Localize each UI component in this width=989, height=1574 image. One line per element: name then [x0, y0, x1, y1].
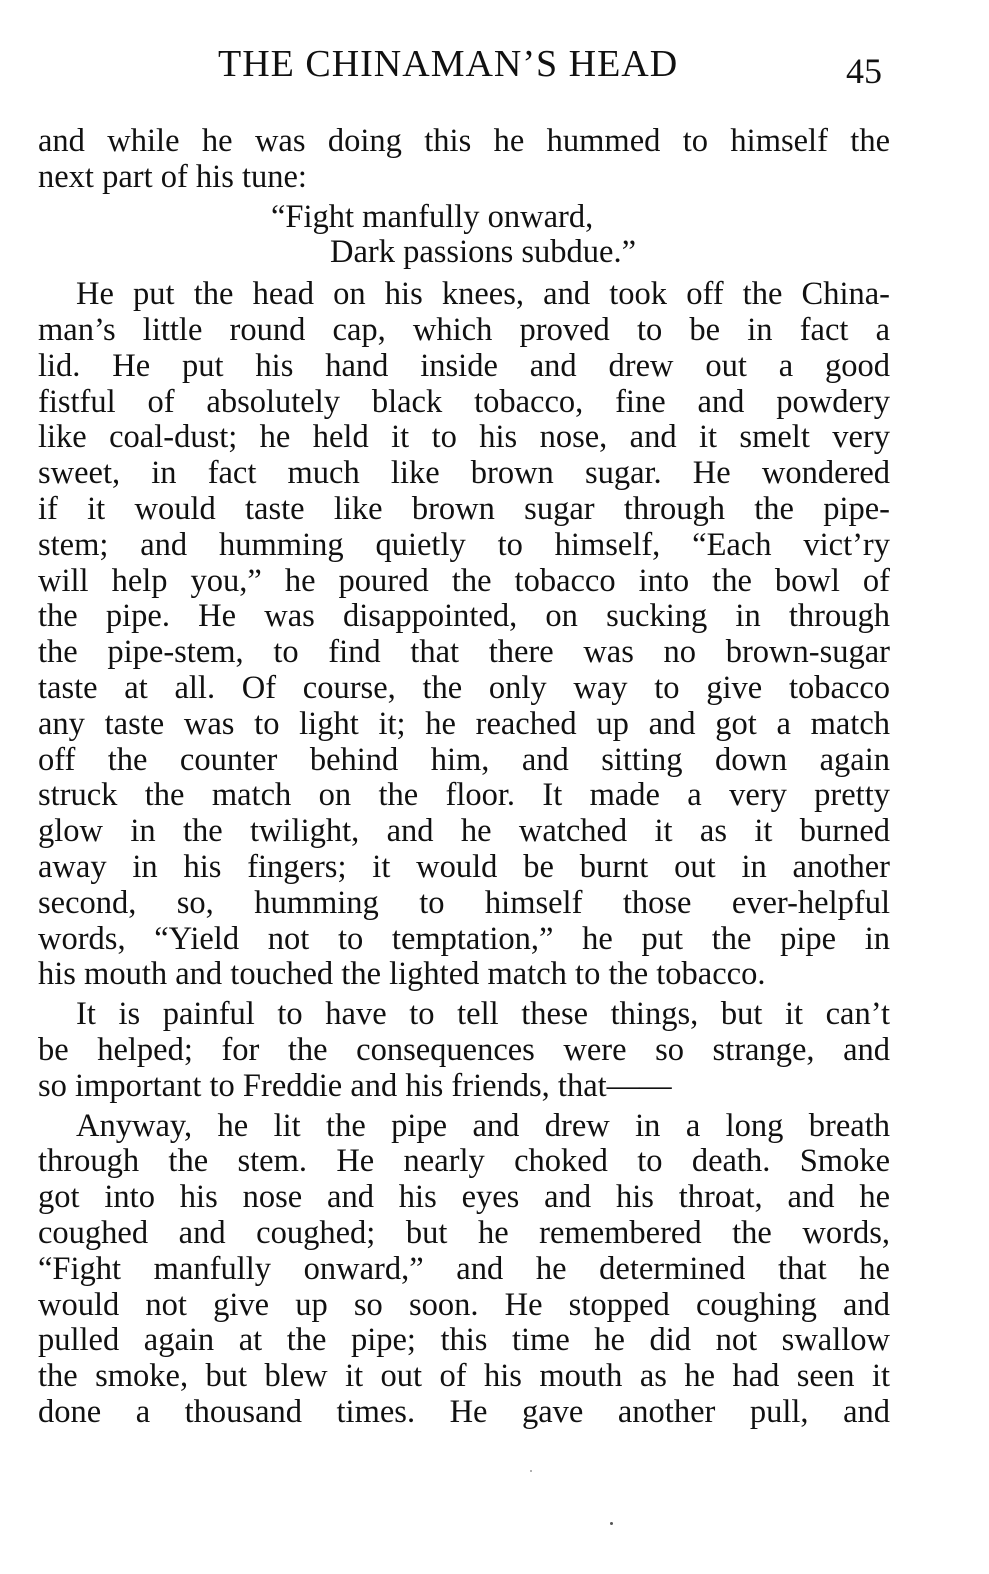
page-number: 45: [846, 51, 882, 91]
text-line: his mouth and touched the lighted match to the tobacco.: [38, 956, 766, 993]
paragraph: [38, 124, 890, 196]
text-line: He put the head on his knees, and took off the China-: [76, 276, 890, 313]
paragraph: [38, 277, 890, 993]
text-line: so important to Freddie and his friends, that——: [38, 1067, 672, 1104]
text-line: words, “Yield not to temptation,” he put the pipe in: [38, 920, 890, 957]
text-line: sweet, in fact much like brown sugar. He wondered: [38, 455, 890, 492]
text-line: will help you,” he poured the tobacco into the bowl of: [38, 562, 890, 599]
text-line: Anyway, he lit the pipe and drew in a long breath: [76, 1107, 890, 1144]
text-line: glow in the twilight, and he watched it as it burned: [38, 813, 890, 850]
text-line: struck the match on the floor. It made a very pretty: [38, 777, 890, 814]
body-text: [38, 124, 890, 1435]
text-line: the pipe-stem, to find that there was no brown-sugar: [38, 634, 890, 671]
text-line: It is painful to have to tell these things, but it can’t: [76, 996, 890, 1033]
text-line: “Fight manfully onward,” and he determined that he: [38, 1250, 890, 1287]
scan-speck: [610, 1522, 613, 1525]
text-line: the smoke, but blew it out of his mouth as he had seen it: [38, 1358, 890, 1395]
text-line: second, so, humming to himself those ever-helpful: [38, 884, 890, 921]
text-line: through the stem. He nearly choked to death. Smoke: [38, 1143, 890, 1180]
verse-line: Dark passions subdue.”: [330, 234, 636, 271]
verse-quotation: [38, 200, 890, 272]
text-line: would not give up so soon. He stopped coughing and: [38, 1286, 890, 1323]
text-line: next part of his tune:: [38, 158, 307, 195]
text-line: got into his nose and his eyes and his throat, and he: [38, 1179, 890, 1216]
text-line: away in his fingers; it would be burnt out in another: [38, 848, 890, 885]
scan-speck: [530, 1470, 532, 1472]
text-line: coughed and coughed; but he remembered the words,: [38, 1214, 890, 1251]
text-line: fistful of absolutely black tobacco, fine and powdery: [38, 383, 890, 420]
running-title: THE CHINAMAN’S HEAD: [218, 43, 679, 85]
text-line: stem; and humming quietly to himself, “Each vict’ry: [38, 526, 890, 563]
paragraph: [38, 997, 890, 1104]
text-line: man’s little round cap, which proved to be in fact a: [38, 311, 890, 348]
text-line: done a thousand times. He gave another pull, and: [38, 1393, 890, 1430]
text-line: any taste was to light it; he reached up and got a match: [38, 705, 890, 742]
text-line: off the counter behind him, and sitting down again: [38, 741, 890, 778]
text-line: like coal-dust; he held it to his nose, and it smelt very: [38, 419, 890, 456]
text-line: the pipe. He was disappointed, on sucking in through: [38, 598, 890, 635]
paragraph: [38, 1109, 890, 1431]
verse-line: “Fight manfully onward,: [271, 198, 594, 235]
running-head: [0, 42, 989, 92]
text-line: taste at all. Of course, the only way to give tobacco: [38, 669, 890, 706]
text-line: pulled again at the pipe; this time he did not swallow: [38, 1322, 890, 1359]
text-line: lid. He put his hand inside and drew out a good: [38, 347, 890, 384]
text-line: and while he was doing this he hummed to himself the: [38, 123, 890, 159]
text-line: be helped; for the consequences were so strange, and: [38, 1031, 890, 1068]
text-line: if it would taste like brown sugar through the pipe-: [38, 490, 890, 527]
